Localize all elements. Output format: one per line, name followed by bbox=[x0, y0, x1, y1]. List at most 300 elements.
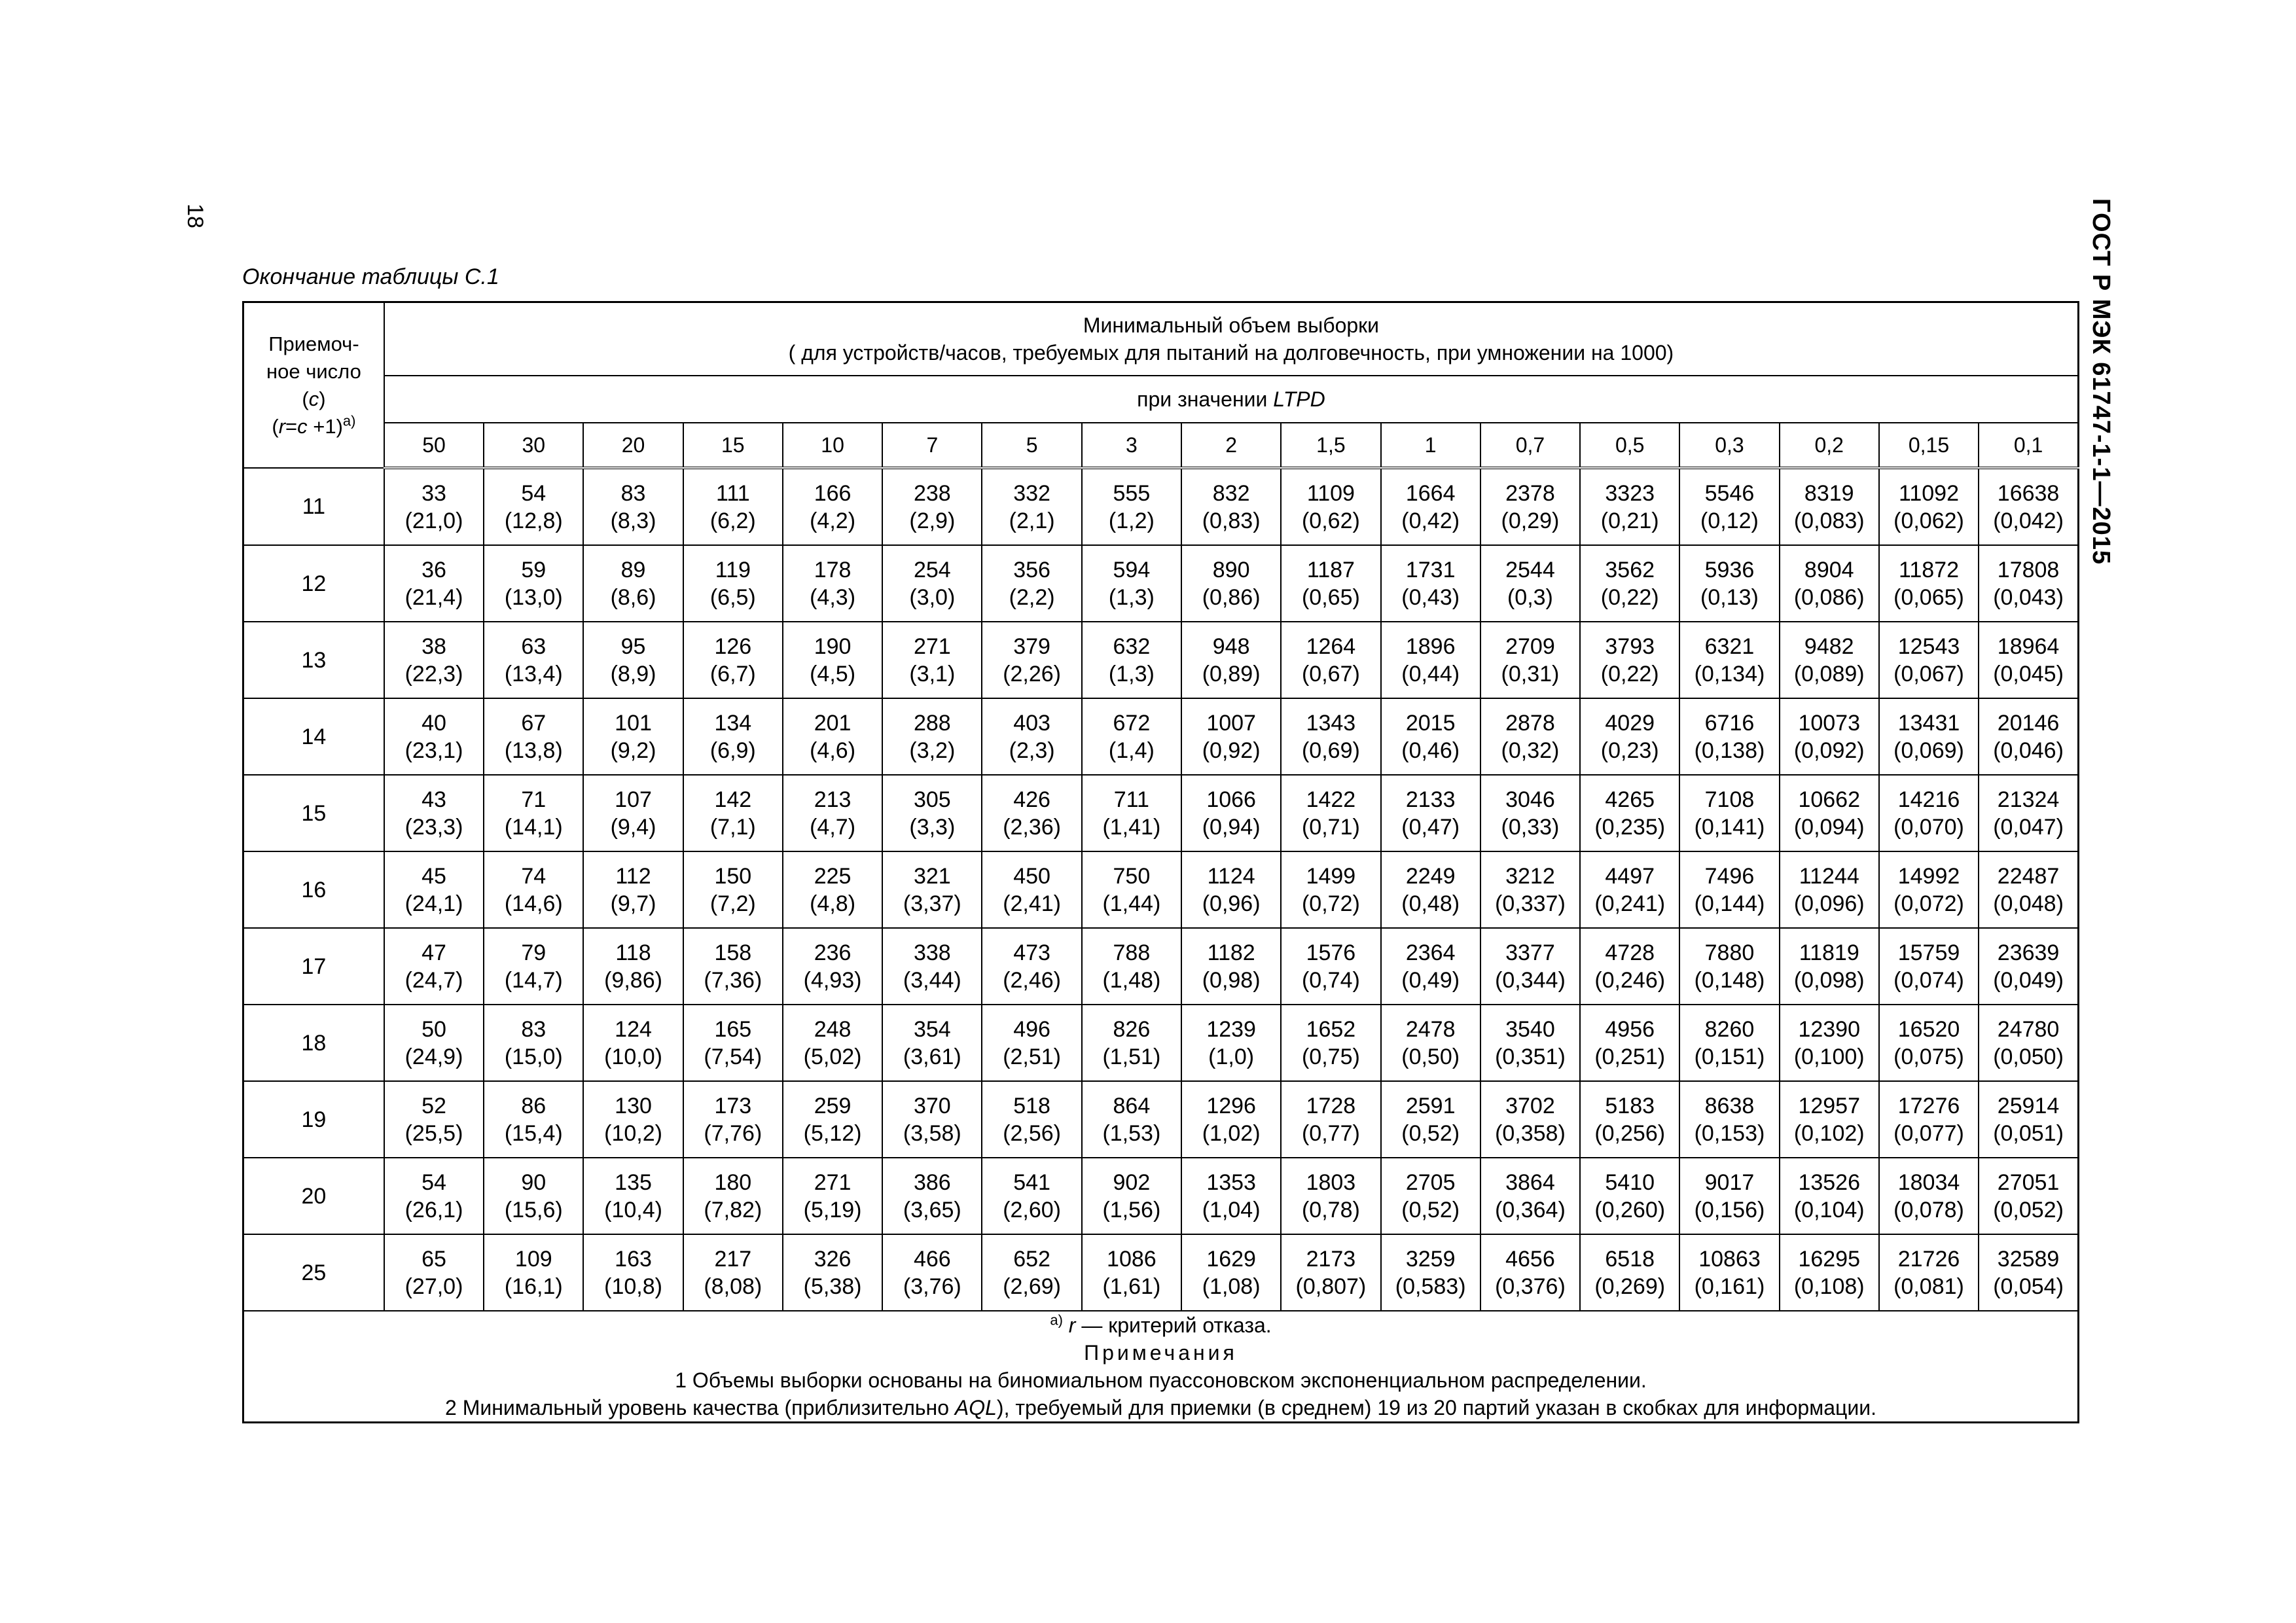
sample-size-value: 4956 bbox=[1605, 1016, 1655, 1042]
aql-value: (0,048) bbox=[1993, 891, 2064, 916]
aql-value: (0,22) bbox=[1600, 584, 1659, 610]
sample-size-value: 107 bbox=[615, 787, 652, 812]
sample-size-cell bbox=[1879, 851, 1979, 928]
sample-size-cell bbox=[1480, 775, 1580, 851]
aql-value: (6,7) bbox=[709, 661, 756, 687]
aql-value: (0,807) bbox=[1295, 1274, 1367, 1299]
sample-size-value: 86 bbox=[521, 1093, 547, 1118]
sample-size-cell bbox=[1480, 928, 1580, 1005]
aql-value: (0,337) bbox=[1495, 891, 1566, 916]
sample-size-cell bbox=[1780, 928, 1879, 1005]
aql-value: (8,08) bbox=[704, 1274, 762, 1299]
aql-value: (0,148) bbox=[1694, 967, 1765, 993]
sample-size-value: 948 bbox=[1212, 633, 1250, 659]
sample-size-cell bbox=[1679, 1158, 1779, 1234]
sample-size-value: 21726 bbox=[1897, 1246, 1960, 1272]
sample-size-cell bbox=[1879, 1158, 1979, 1234]
sample-size-cell bbox=[1181, 851, 1281, 928]
aql-value: (0,75) bbox=[1301, 1044, 1360, 1069]
aql-value: (7,1) bbox=[709, 814, 756, 840]
sample-size-cell bbox=[982, 928, 1081, 1005]
sample-size-value: 2378 bbox=[1505, 480, 1555, 506]
aql-value: (9,4) bbox=[610, 814, 656, 840]
sample-size-cell bbox=[484, 775, 583, 851]
sample-size-cell bbox=[1082, 851, 1181, 928]
corner-var-r: r bbox=[278, 414, 286, 438]
sample-size-value: 59 bbox=[521, 557, 547, 582]
acceptance-number-cell: 25 bbox=[243, 1234, 384, 1311]
sample-size-value: 864 bbox=[1113, 1093, 1151, 1118]
aql-value: (24,7) bbox=[404, 967, 463, 993]
sample-size-cell bbox=[1979, 1081, 2078, 1158]
corner-footnote-mark: а) bbox=[342, 412, 356, 429]
aql-value: (6,5) bbox=[709, 584, 756, 610]
aql-value: (0,12) bbox=[1700, 508, 1759, 533]
sample-size-cell bbox=[1679, 1005, 1779, 1081]
footnote-a-text: — критерий отказа. bbox=[1075, 1313, 1272, 1337]
aql-value: (0,260) bbox=[1594, 1197, 1666, 1222]
sample-size-cell bbox=[1181, 468, 1281, 545]
aql-value: (1,0) bbox=[1208, 1044, 1255, 1069]
aql-value: (23,1) bbox=[404, 738, 463, 763]
aql-value: (0,049) bbox=[1993, 967, 2064, 993]
aql-value: (0,344) bbox=[1495, 967, 1566, 993]
sample-size-cell bbox=[1679, 775, 1779, 851]
sample-size-value: 150 bbox=[714, 863, 752, 889]
sample-size-value: 90 bbox=[521, 1169, 547, 1195]
sample-size-cell bbox=[1580, 1158, 1679, 1234]
sample-size-cell bbox=[1381, 928, 1480, 1005]
table-row bbox=[243, 851, 2079, 928]
table-row bbox=[243, 928, 2079, 1005]
sample-size-value: 271 bbox=[913, 633, 951, 659]
sample-size-value: 8638 bbox=[1704, 1093, 1755, 1118]
sample-size-value: 2878 bbox=[1505, 710, 1555, 736]
sample-size-table bbox=[242, 301, 2079, 1423]
sample-size-value: 130 bbox=[615, 1093, 652, 1118]
sample-size-value: 7880 bbox=[1704, 940, 1755, 965]
sample-size-cell bbox=[882, 928, 982, 1005]
aql-value: (0,31) bbox=[1501, 661, 1560, 687]
acceptance-number-cell: 15 bbox=[243, 775, 384, 851]
sample-size-value: 32589 bbox=[1997, 1246, 2060, 1272]
aql-value: (2,69) bbox=[1003, 1274, 1062, 1299]
sample-size-value: 386 bbox=[913, 1169, 951, 1195]
ltpd-column-header: 50 bbox=[384, 423, 484, 468]
aql-value: (7,36) bbox=[704, 967, 762, 993]
note-2-pre: 2 Минимальный уровень качества (приблизительно bbox=[445, 1396, 955, 1419]
aql-value: (7,76) bbox=[704, 1120, 762, 1146]
sample-size-cell bbox=[1679, 622, 1779, 698]
sample-size-cell bbox=[1281, 1005, 1380, 1081]
sample-size-value: 2705 bbox=[1405, 1169, 1456, 1195]
sample-size-value: 112 bbox=[615, 863, 651, 889]
sample-size-value: 356 bbox=[1013, 557, 1050, 582]
aql-value: (16,1) bbox=[504, 1274, 563, 1299]
aql-value: (0,089) bbox=[1793, 661, 1865, 687]
sample-size-value: 22487 bbox=[1997, 863, 2060, 889]
aql-value: (0,47) bbox=[1401, 814, 1460, 840]
ltpd-column-header: 0,2 bbox=[1780, 423, 1879, 468]
sample-size-cell bbox=[982, 468, 1081, 545]
sample-size-value: 38 bbox=[422, 633, 446, 659]
sample-size-cell bbox=[1480, 468, 1580, 545]
sample-size-cell bbox=[1979, 775, 2078, 851]
sample-size-cell bbox=[1780, 1081, 1879, 1158]
sample-size-value: 158 bbox=[714, 940, 752, 965]
sample-size-cell bbox=[1082, 1158, 1181, 1234]
table-row bbox=[243, 698, 2079, 775]
sample-size-value: 118 bbox=[615, 940, 651, 965]
sample-size-value: 126 bbox=[714, 633, 752, 659]
aql-value: (0,74) bbox=[1301, 967, 1360, 993]
aql-value: (0,074) bbox=[1893, 967, 1964, 993]
sample-size-value: 217 bbox=[714, 1246, 752, 1272]
aql-value: (0,062) bbox=[1893, 508, 1964, 533]
sample-size-value: 71 bbox=[521, 787, 547, 812]
sample-size-value: 95 bbox=[620, 633, 646, 659]
sample-size-cell bbox=[1480, 545, 1580, 622]
sample-size-value: 750 bbox=[1113, 863, 1151, 889]
sample-size-cell bbox=[1979, 468, 2078, 545]
sample-size-value: 109 bbox=[514, 1246, 552, 1272]
corner-plus-one: +1) bbox=[307, 414, 343, 438]
sample-size-value: 450 bbox=[1013, 863, 1050, 889]
aql-value: (0,364) bbox=[1495, 1197, 1566, 1222]
aql-value: (0,156) bbox=[1694, 1197, 1765, 1222]
sample-size-value: 305 bbox=[913, 787, 951, 812]
aql-value: (0,89) bbox=[1202, 661, 1261, 687]
corner-var-c-2: с bbox=[297, 414, 308, 438]
sample-size-cell bbox=[583, 851, 683, 928]
sample-size-cell bbox=[484, 622, 583, 698]
aql-value: (5,38) bbox=[803, 1274, 862, 1299]
acceptance-number-cell: 20 bbox=[243, 1158, 384, 1234]
sample-size-value: 288 bbox=[913, 710, 951, 736]
sample-size-value: 1731 bbox=[1405, 557, 1456, 582]
ltpd-column-header: 15 bbox=[683, 423, 783, 468]
aql-value: (0,235) bbox=[1594, 814, 1666, 840]
aql-value: (1,53) bbox=[1102, 1120, 1161, 1146]
sample-size-value: 1896 bbox=[1405, 633, 1456, 659]
sample-size-value: 33 bbox=[422, 480, 446, 506]
table-caption: Окончание таблицы С.1 bbox=[242, 264, 499, 289]
corner-line-4 bbox=[244, 413, 384, 440]
aql-value: (0,46) bbox=[1401, 738, 1460, 763]
sample-size-cell bbox=[882, 698, 982, 775]
sample-size-cell bbox=[484, 1005, 583, 1081]
sample-size-value: 8904 bbox=[1804, 557, 1854, 582]
sample-size-value: 4265 bbox=[1605, 787, 1655, 812]
aql-value: (3,1) bbox=[909, 661, 956, 687]
sample-size-cell bbox=[882, 851, 982, 928]
sample-size-cell bbox=[1281, 698, 1380, 775]
sample-size-value: 74 bbox=[521, 863, 547, 889]
sample-size-value: 124 bbox=[615, 1016, 652, 1042]
sample-size-cell bbox=[1281, 622, 1380, 698]
aql-value: (0,065) bbox=[1893, 584, 1964, 610]
sample-size-cell bbox=[982, 1234, 1081, 1311]
aql-value: (2,36) bbox=[1003, 814, 1062, 840]
sample-size-value: 163 bbox=[615, 1246, 652, 1272]
acceptance-number-cell: 12 bbox=[243, 545, 384, 622]
sample-size-value: 111 bbox=[715, 480, 750, 506]
sample-size-value: 12543 bbox=[1897, 633, 1960, 659]
table-row bbox=[243, 468, 2079, 545]
sample-size-cell bbox=[783, 1158, 882, 1234]
sample-size-cell bbox=[1082, 622, 1181, 698]
note-2-term: AQL bbox=[954, 1396, 997, 1419]
corner-paren-close: ) bbox=[319, 387, 326, 410]
aql-value: (0,104) bbox=[1793, 1197, 1865, 1222]
aql-value: (0,71) bbox=[1301, 814, 1360, 840]
sample-size-cell bbox=[982, 698, 1081, 775]
aql-value: (0,070) bbox=[1893, 814, 1964, 840]
sample-size-value: 11819 bbox=[1799, 940, 1859, 965]
aql-value: (8,9) bbox=[610, 661, 656, 687]
corner-var-c: с bbox=[308, 387, 319, 410]
aql-value: (1,04) bbox=[1202, 1197, 1261, 1222]
sample-size-value: 63 bbox=[521, 633, 547, 659]
sample-size-value: 1803 bbox=[1306, 1169, 1356, 1195]
aql-value: (24,1) bbox=[404, 891, 463, 916]
aql-value: (14,1) bbox=[504, 814, 563, 840]
aql-value: (0,047) bbox=[1993, 814, 2064, 840]
footnote-a bbox=[244, 1311, 2077, 1339]
aql-value: (2,1) bbox=[1009, 508, 1055, 533]
sample-size-cell bbox=[1181, 545, 1281, 622]
sample-size-cell bbox=[1381, 851, 1480, 928]
aql-value: (3,58) bbox=[903, 1120, 961, 1146]
sample-size-cell bbox=[1979, 1234, 2078, 1311]
aql-value: (0,29) bbox=[1501, 508, 1560, 533]
sample-size-cell bbox=[1181, 1234, 1281, 1311]
sample-size-cell bbox=[484, 468, 583, 545]
sample-size-value: 1343 bbox=[1306, 710, 1356, 736]
sample-size-value: 711 bbox=[1113, 787, 1149, 812]
aql-value: (23,3) bbox=[404, 814, 463, 840]
sample-size-value: 190 bbox=[814, 633, 852, 659]
sample-size-value: 541 bbox=[1013, 1169, 1050, 1195]
sample-size-value: 236 bbox=[814, 940, 852, 965]
sample-size-value: 3259 bbox=[1405, 1246, 1456, 1272]
aql-value: (0,246) bbox=[1594, 967, 1666, 993]
sample-size-value: 8260 bbox=[1704, 1016, 1755, 1042]
footnote-var-r: r bbox=[1068, 1313, 1076, 1337]
aql-value: (0,77) bbox=[1301, 1120, 1360, 1146]
corner-line-2: ное число bbox=[266, 359, 361, 383]
sample-size-cell bbox=[982, 775, 1081, 851]
sample-size-cell bbox=[1281, 851, 1380, 928]
sample-size-value: 83 bbox=[620, 480, 646, 506]
sample-size-cell bbox=[1580, 1234, 1679, 1311]
sample-size-value: 65 bbox=[422, 1246, 446, 1272]
sample-size-value: 354 bbox=[913, 1016, 951, 1042]
aql-value: (0,086) bbox=[1793, 584, 1865, 610]
sample-size-value: 1182 bbox=[1207, 940, 1255, 965]
sample-size-cell bbox=[783, 775, 882, 851]
sample-size-cell bbox=[1780, 1005, 1879, 1081]
aql-value: (14,7) bbox=[504, 967, 563, 993]
aql-value: (0,083) bbox=[1793, 508, 1865, 533]
sample-size-value: 47 bbox=[422, 940, 446, 965]
document-code: ГОСТ Р МЭК 61747-1-1—2015 bbox=[2087, 198, 2115, 565]
sample-size-cell bbox=[982, 1158, 1081, 1234]
aql-value: (0,583) bbox=[1395, 1274, 1466, 1299]
aql-value: (0,351) bbox=[1495, 1044, 1566, 1069]
aql-value: (0,69) bbox=[1301, 738, 1360, 763]
sample-size-value: 4497 bbox=[1605, 863, 1655, 889]
sample-size-value: 632 bbox=[1113, 633, 1151, 659]
aql-value: (0,151) bbox=[1694, 1044, 1765, 1069]
sample-size-cell bbox=[1082, 545, 1181, 622]
aql-value: (0,3) bbox=[1507, 584, 1553, 610]
aql-value: (1,56) bbox=[1102, 1197, 1161, 1222]
sample-size-value: 7108 bbox=[1704, 787, 1755, 812]
sample-size-value: 27051 bbox=[1997, 1169, 2060, 1195]
sample-size-cell bbox=[1480, 851, 1580, 928]
sample-size-cell bbox=[783, 698, 882, 775]
sample-size-cell bbox=[484, 851, 583, 928]
notes-heading: Примечания bbox=[1084, 1341, 1238, 1364]
ltpd-column-header: 0,7 bbox=[1480, 423, 1580, 468]
aql-value: (0,092) bbox=[1793, 738, 1865, 763]
sample-size-value: 2249 bbox=[1405, 863, 1456, 889]
ltpd-column-header: 1,5 bbox=[1281, 423, 1380, 468]
sample-size-cell bbox=[683, 622, 783, 698]
aql-value: (0,098) bbox=[1793, 967, 1865, 993]
sample-size-value: 3562 bbox=[1605, 557, 1655, 582]
sample-size-cell bbox=[1879, 698, 1979, 775]
acceptance-number-cell: 16 bbox=[243, 851, 384, 928]
sample-size-value: 3864 bbox=[1505, 1169, 1555, 1195]
sample-size-cell bbox=[783, 1005, 882, 1081]
aql-value: (0,153) bbox=[1694, 1120, 1765, 1146]
aql-value: (13,8) bbox=[504, 738, 563, 763]
aql-value: (4,6) bbox=[810, 738, 856, 763]
sample-size-value: 370 bbox=[913, 1093, 951, 1118]
sample-size-value: 3323 bbox=[1605, 480, 1655, 506]
aql-value: (2,2) bbox=[1009, 584, 1055, 610]
table-notes bbox=[243, 1311, 2079, 1423]
sample-size-cell bbox=[1281, 928, 1380, 1005]
aql-value: (0,045) bbox=[1993, 661, 2064, 687]
sample-size-cell bbox=[882, 622, 982, 698]
sample-size-value: 1296 bbox=[1206, 1093, 1256, 1118]
sample-size-cell bbox=[783, 928, 882, 1005]
sample-size-cell bbox=[1381, 775, 1480, 851]
aql-value: (4,2) bbox=[810, 508, 856, 533]
sample-size-value: 2544 bbox=[1505, 557, 1555, 582]
sample-size-cell bbox=[484, 545, 583, 622]
sample-size-cell bbox=[1580, 851, 1679, 928]
sample-size-value: 178 bbox=[814, 557, 852, 582]
sample-size-cell bbox=[1879, 1005, 1979, 1081]
sample-size-cell bbox=[1979, 545, 2078, 622]
sample-size-cell bbox=[1879, 622, 1979, 698]
aql-value: (0,98) bbox=[1202, 967, 1261, 993]
aql-value: (0,161) bbox=[1694, 1274, 1765, 1299]
sample-size-value: 119 bbox=[715, 557, 751, 582]
sample-size-value: 43 bbox=[422, 787, 446, 812]
sample-size-cell bbox=[583, 545, 683, 622]
aql-value: (15,4) bbox=[504, 1120, 563, 1146]
sample-size-value: 5936 bbox=[1704, 557, 1755, 582]
aql-value: (0,051) bbox=[1993, 1120, 2064, 1146]
sample-size-cell bbox=[1381, 1081, 1480, 1158]
sample-size-value: 652 bbox=[1013, 1246, 1050, 1272]
aql-value: (14,6) bbox=[504, 891, 563, 916]
aql-value: (6,2) bbox=[709, 508, 756, 533]
sample-size-value: 832 bbox=[1212, 480, 1250, 506]
sample-size-cell bbox=[1082, 775, 1181, 851]
sample-size-value: 54 bbox=[521, 480, 547, 506]
sample-size-cell bbox=[683, 698, 783, 775]
sample-size-value: 4029 bbox=[1605, 710, 1655, 736]
sample-size-cell bbox=[1082, 1234, 1181, 1311]
aql-value: (5,02) bbox=[803, 1044, 862, 1069]
ltpd-column-header: 0,1 bbox=[1979, 423, 2078, 468]
aql-value: (9,7) bbox=[610, 891, 656, 916]
sample-size-value: 403 bbox=[1013, 710, 1050, 736]
sample-size-cell bbox=[1780, 775, 1879, 851]
sample-size-value: 321 bbox=[913, 863, 951, 889]
aql-value: (1,2) bbox=[1108, 508, 1155, 533]
sample-size-value: 3377 bbox=[1505, 940, 1555, 965]
table-body bbox=[243, 468, 2079, 1311]
sample-size-cell bbox=[583, 468, 683, 545]
aql-value: (5,19) bbox=[803, 1197, 862, 1222]
sample-size-value: 238 bbox=[913, 480, 951, 506]
aql-value: (0,67) bbox=[1301, 661, 1360, 687]
sample-size-value: 7496 bbox=[1704, 863, 1755, 889]
sample-size-cell bbox=[384, 1005, 484, 1081]
aql-value: (0,32) bbox=[1501, 738, 1560, 763]
sample-size-value: 11092 bbox=[1898, 480, 1959, 506]
sample-size-value: 18964 bbox=[1997, 633, 2060, 659]
sample-size-cell bbox=[882, 468, 982, 545]
sample-size-value: 2015 bbox=[1405, 710, 1456, 736]
sample-size-cell bbox=[1780, 622, 1879, 698]
sample-size-value: 6518 bbox=[1605, 1246, 1655, 1272]
aql-value: (0,134) bbox=[1694, 661, 1765, 687]
table-row bbox=[243, 775, 2079, 851]
corner-paren-open: ( bbox=[302, 387, 309, 410]
aql-value: (4,93) bbox=[803, 967, 862, 993]
sample-size-cell bbox=[583, 1081, 683, 1158]
aql-value: (2,56) bbox=[1003, 1120, 1062, 1146]
aql-value: (0,138) bbox=[1694, 738, 1765, 763]
sample-size-value: 52 bbox=[422, 1093, 446, 1118]
sample-size-value: 1728 bbox=[1306, 1093, 1356, 1118]
aql-value: (8,3) bbox=[610, 508, 656, 533]
aql-value: (3,37) bbox=[903, 891, 961, 916]
aql-value: (13,4) bbox=[504, 661, 563, 687]
group-header-line-1: Минимальный объем выборки bbox=[1083, 313, 1380, 337]
sample-size-cell bbox=[1679, 851, 1779, 928]
sample-size-cell bbox=[384, 1158, 484, 1234]
sample-size-cell bbox=[1480, 1158, 1580, 1234]
sample-size-cell bbox=[1580, 545, 1679, 622]
sample-size-cell bbox=[1181, 1158, 1281, 1234]
table-row bbox=[243, 1081, 2079, 1158]
aql-value: (0,52) bbox=[1401, 1197, 1460, 1222]
aql-value: (0,269) bbox=[1594, 1274, 1666, 1299]
sample-size-value: 254 bbox=[913, 557, 951, 582]
sample-size-cell bbox=[384, 698, 484, 775]
sample-size-cell bbox=[683, 1081, 783, 1158]
ltpd-column-header: 7 bbox=[882, 423, 982, 468]
